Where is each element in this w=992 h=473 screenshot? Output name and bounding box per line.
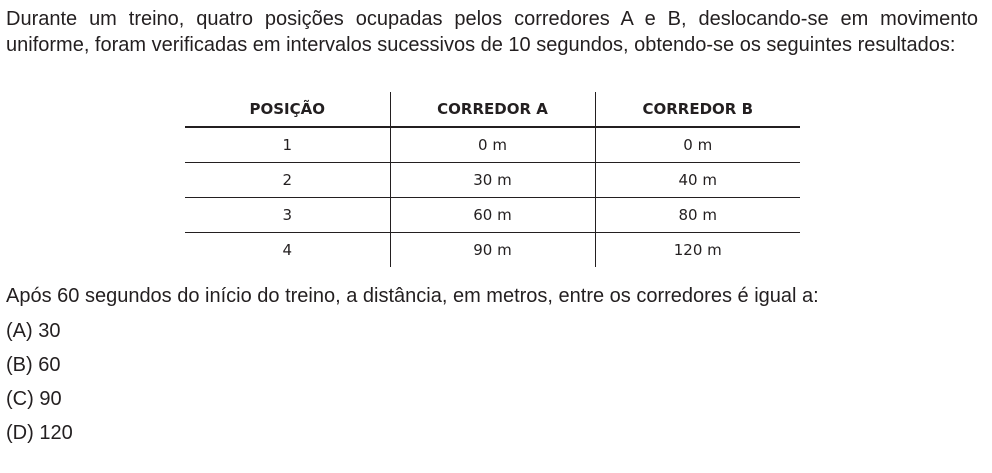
- option-a[interactable]: (A) 30: [6, 320, 61, 342]
- header-runner-b: CORREDOR B: [595, 92, 800, 127]
- answer-options: [6, 318, 73, 454]
- option-d[interactable]: (D) 120: [6, 422, 73, 444]
- header-runner-a: CORREDOR A: [390, 92, 595, 127]
- option-c[interactable]: (C) 90: [6, 388, 62, 410]
- table-row: [185, 163, 800, 198]
- cell-position: 3: [185, 198, 390, 233]
- question-intro: Durante um treino, quatro posições ocupadas pelos corredores A e B, deslocando-se em movimento uniforme, foram verificadas em intervalos sucessivos de 10 segundos, obtendo-se os seguintes resultados:: [6, 8, 978, 56]
- table-row: [185, 198, 800, 233]
- cell-runner-b: 120 m: [595, 233, 800, 268]
- cell-runner-a: 60 m: [390, 198, 595, 233]
- cell-runner-b: 40 m: [595, 163, 800, 198]
- results-table: [185, 92, 800, 267]
- cell-runner-b: 80 m: [595, 198, 800, 233]
- table-row: [185, 127, 800, 163]
- cell-runner-a: 30 m: [390, 163, 595, 198]
- cell-position: 4: [282, 241, 293, 259]
- cell-runner-a: 0 m: [390, 127, 595, 163]
- question-prompt: Após 60 segundos do início do treino, a distância, em metros, entre os corredores é igual a:: [6, 285, 819, 307]
- cell-position: 2: [185, 163, 390, 198]
- cell-runner-b: 0 m: [595, 127, 800, 163]
- option-b[interactable]: (B) 60: [6, 354, 61, 376]
- table-row: [185, 233, 800, 268]
- cell-runner-a: 90 m: [390, 233, 595, 268]
- header-position: POSIÇÃO: [185, 92, 390, 127]
- results-table-container: [185, 92, 800, 267]
- table-header-row: [185, 92, 800, 127]
- cell-position: 1: [185, 127, 390, 163]
